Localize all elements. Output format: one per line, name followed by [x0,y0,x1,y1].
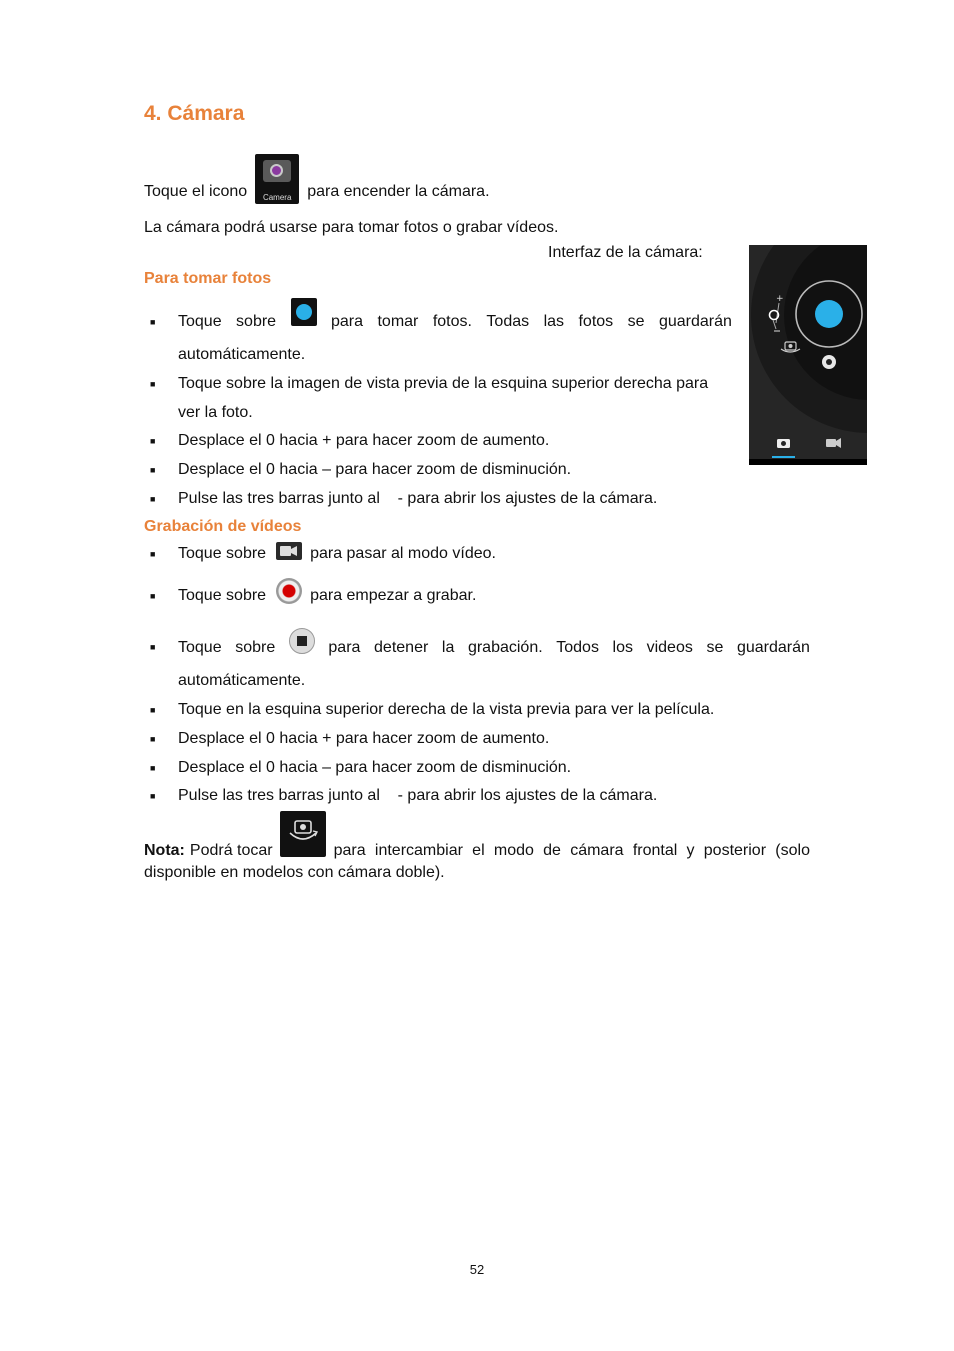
video-bullet-5: Desplace el 0 hacia + para hacer zoom de aumento. [178,730,550,747]
bullet-marker: ■ [150,317,156,327]
section-title: 4. Cámara [144,102,245,125]
photo-bullet-3: Desplace el 0 hacia + para hacer zoom de aumento. [178,432,550,449]
interface-label: Interfaz de la cámara: [548,244,703,261]
video-bullet-2: Toque sobre para empezar a grabar. [178,578,476,606]
stop-icon [289,628,315,654]
photo-bullet-5: Pulse las tres barras junto al - para abrir los ajustes de la cámara. [178,490,658,507]
video-bullet-1: Toque sobre para pasar al modo vídeo. [178,542,496,564]
settings-icon [822,355,836,369]
bullet-marker: ■ [150,763,156,773]
bullet-marker: ■ [150,591,156,601]
video-bullet-4: Toque en la esquina superior derecha de la vista previa para ver la película. [178,701,715,718]
switch-camera-icon [280,811,326,857]
intro-line-2: La cámara podrá usarse para tomar fotos o grabar vídeos. [144,219,559,236]
photo-bullet-2: Toque sobre la imagen de vista previa de la esquina superior derecha para [178,375,709,392]
bullet-marker: ■ [150,791,156,801]
photo-heading: Para tomar fotos [144,270,272,287]
svg-text:+: + [776,294,784,304]
note-line-2: disponible en modelos con cámara doble). [144,864,445,881]
bullet-marker: ■ [150,379,156,389]
bullet-marker: ■ [150,734,156,744]
video-bullet-3-cont: automáticamente. [178,672,306,689]
video-bullet-7: Pulse las tres barras junto al - para abrir los ajustes de la cámara. [178,787,658,804]
photo-bullet-4: Desplace el 0 hacia – para hacer zoom de disminución. [178,461,572,478]
intro-line-1: Toque el icono Camera para encender la cámara. [144,152,490,204]
note-line-1: Nota: Podrá tocar para intercambiar el modo de cámara frontal y posterior (solo [144,811,810,861]
photo-bullet-1: Toque sobre para tomar fotos. Todas las fotos se guardarán [178,298,732,334]
camera-interface-preview [749,245,867,465]
camera-app-icon: Camera [255,154,299,204]
bullet-marker: ■ [150,494,156,504]
photo-bullet-2-cont: ver la foto. [178,404,253,421]
photo-bullet-1-cont: automáticamente. [178,346,306,363]
page-number: 52 [469,1262,485,1277]
shutter-icon [291,298,317,326]
video-bullet-3: Toque sobre para detener la grabación. Todos los videos se guardarán [178,628,810,658]
bullet-marker: ■ [150,436,156,446]
bullet-marker: ■ [150,549,156,559]
video-bullet-6: Desplace el 0 hacia – para hacer zoom de disminución. [178,759,572,776]
bullet-marker: ■ [150,465,156,475]
video-mode-icon [276,542,302,560]
note-line-1-rest: para intercambiar el modo de cámara frontal y posterior (solo [333,842,810,859]
bullet-marker: ■ [150,705,156,715]
bullet-marker: ■ [150,642,156,652]
record-icon [276,578,302,604]
video-heading: Grabación de vídeos [144,518,302,535]
video-mode-icon-preview [826,438,841,448]
